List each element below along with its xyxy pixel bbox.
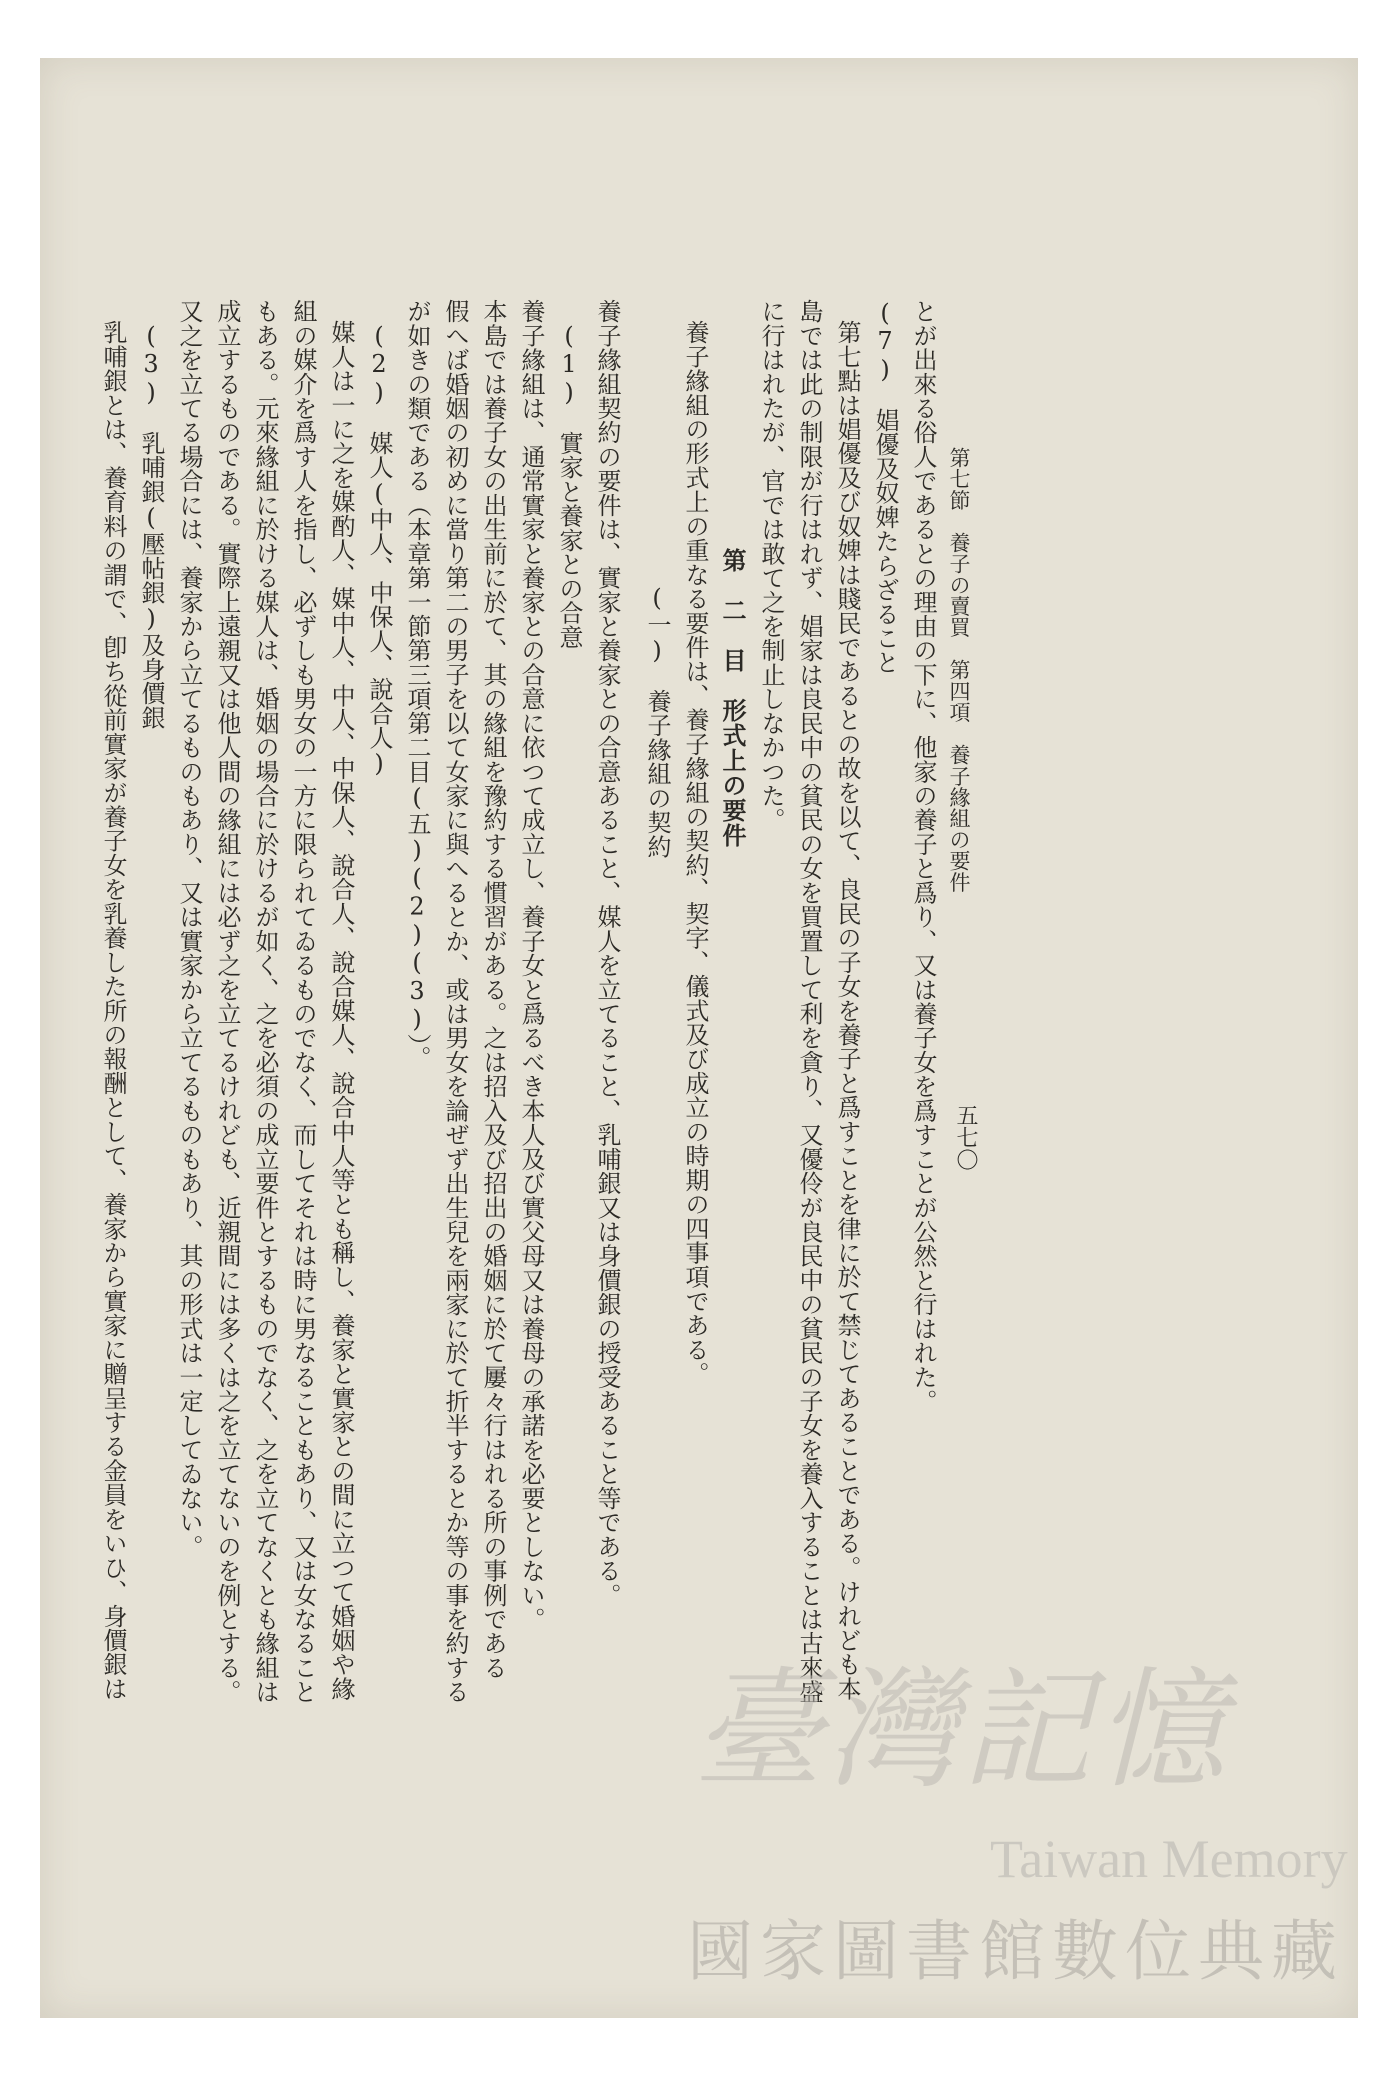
text-column-2: (7) 娼優及奴婢たらざること [871, 299, 899, 675]
text-column-9: 養子緣組契約の要件は、實家と養家との合意あること、媒人を立てること、乳哺銀又は身價銀の授受あること等である。 [593, 299, 621, 1607]
text-column-19: 成立するものである。實際上遠親又は他人間の緣組には必ず之を立てるけれども、近親間には多くは之を立てないのを例とする。 [213, 299, 241, 1704]
watermark-logo: 臺灣記憶 [693, 1654, 1230, 1806]
text-column-18: もある。元來緣組に於ける媒人は、婚姻の場合に於けるが如く、之を必須の成立要件とするものでなく、之を立てなくとも緣組は [251, 299, 279, 1704]
text-column-14: が如きの類である（本章第一節第三項第二目(五)(2)(3)）。 [403, 299, 431, 1070]
text-column-4: 島では此の制限が行はれず、娼家は良民中の貧民の女を買置して利を貪り、又優伶が良民中の貧民の子女を養入することは古來盛 [795, 299, 823, 1704]
text-column-12: 本島では養子女の出生前に於て、其の緣組を豫約する慣習がある。之は招入及び招出の婚姻に於て屢々行はれる所の事例である [479, 299, 507, 1680]
book-page [40, 58, 1358, 2018]
subsection-heading: (一) 養子緣組の契約 [643, 584, 671, 859]
running-header: 第七節 養子の賣買 第四項 養子緣組の要件 [947, 447, 971, 893]
text-column-22: 乳哺銀とは、養育料の謂で、卽ち從前實家が養子女を乳養した所の報酬として、養家から實家に贈呈する金員をいひ、身價銀は [99, 320, 127, 1701]
text-column-17: 組の媒介を爲す人を指し、必ずしも男女の一方に限られてゐるものでなく、而してそれは時に男なることもあり、又は女なること [289, 299, 317, 1704]
watermark-library: 國家圖書館數位典藏 [687, 1913, 1344, 1990]
text-column-16: 媒人は一に之を媒酌人、媒中人、中人、中保人、說合人、說合媒人、說合中人等とも稱し、養家と實家との間に立つて婚姻や緣 [327, 320, 355, 1701]
item-heading-1: (1) 實家と養家との合意 [555, 322, 583, 649]
text-column-13: 假へば婚姻の初めに當り第二の男子を以て女家に與へるとか、或は男女を論ぜず出生兒を兩家に於て折半するとか等の事を約する [441, 299, 469, 1704]
item-heading-2: (2) 媒人(中人、中保人、說合人) [365, 322, 393, 778]
text-column-11: 養子緣組は、通常實家と養家との合意に依つて成立し、養子女と爲るべき本人及び實父母又は養母の承諾を必要としない。 [517, 299, 545, 1632]
section-heading: 第 二 目 形式上の要件 [718, 548, 747, 848]
watermark-english: Taiwan Memory [990, 1829, 1348, 1889]
text-column-5: に行はれたが、官では敢て之を制止しなかつた。 [757, 299, 785, 832]
text-column-3: 第七點は娼優及び奴婢は賤民であるとの故を以て、良民の子女を養子と爲すことを律に於て禁じてあることである。けれども本 [833, 320, 861, 1701]
item-heading-3: (3) 乳哺銀(壓帖銀)及身價銀 [137, 322, 165, 730]
text-column-20: 又之を立てる場合には、養家から立てるものもあり、又は實家から立てるものもあり、其の形式は一定してゐない。 [175, 299, 203, 1559]
page-number: 五七〇 [953, 1104, 978, 1171]
text-column-1: とが出來る俗人であるとの理由の下に、他家の養子と爲り、又は養子女を爲すことが公然と行はれた。 [909, 299, 937, 1414]
text-column-7: 養子緣組の形式上の重なる要件は、養子緣組の契約、契字、儀式及び成立の時期の四事項である。 [681, 320, 709, 1386]
